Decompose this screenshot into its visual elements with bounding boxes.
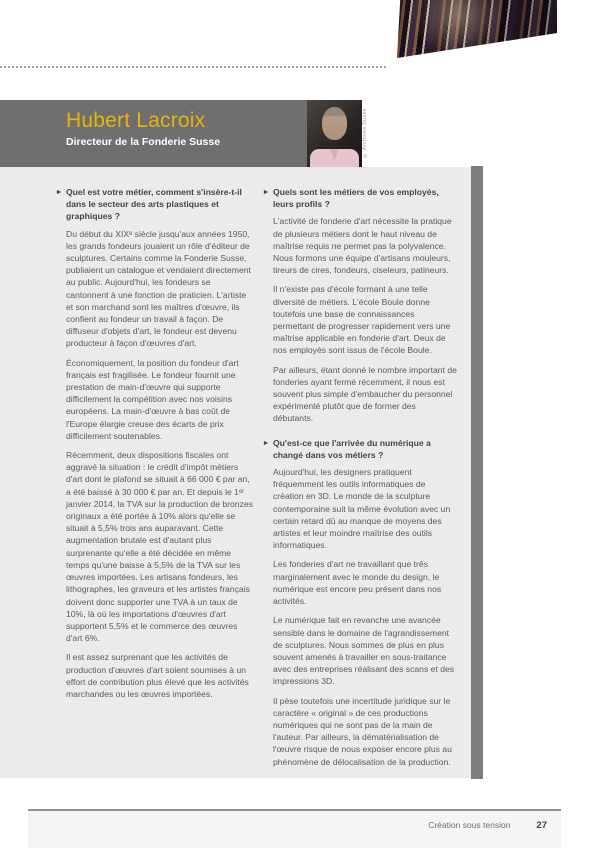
interview-question	[264, 186, 457, 210]
answer-paragraph: Il est assez surprenant que les activités de production d'œuvres d'art soient soumises à un effort de contribution plus élevé que les activités marchandes ou les œuvres importées.	[66, 652, 249, 699]
interviewee-name: Hubert Lacroix	[66, 109, 206, 132]
interview-question	[57, 186, 254, 223]
answer-paragraph: Il pèse toutefois une incertitude juridique sur le caractère « original » de ces productions numériques qui ne sont pas de la main de l'auteur. Par ailleurs, la dématérialisation de l'œuvre risque de nous exposer encore plus au phénomène de délocalisation de la production.	[273, 695, 452, 767]
answer-paragraph: Le numérique fait en revanche une avancée sensible dans le domaine de l'agrandissement de sculptures. Nous sommes de plus en plus souvent amenés à travailler en sous-traitance avec des entreprises réalisant des scans et des impressions 3D.	[273, 615, 455, 687]
interview-question	[264, 437, 457, 461]
answer-paragraph: Les fonderies d'art ne travaillant que très marginalement avec le monde du design, le numérique est encore peu présent dans nos activités.	[273, 559, 442, 607]
answer-paragraph: Économiquement, la position du fondeur d'art français est fragilisée. Le fondeur fournit une prestation de main-d'œuvre qui supporte difficilement la compétition avec nos voisins européens. La main-d'œuvre à bas coût de l'Europe élargie creuse des écarts de prix difficilement soutenables.	[66, 357, 239, 441]
interview-answer	[264, 215, 457, 424]
interview-answer	[57, 228, 254, 701]
question-text: Quel est votre métier, comment s'insère-t-il dans le secteur des arts plastiques et graphiques ?	[66, 187, 242, 222]
right-column	[264, 186, 457, 773]
answer-paragraph: Par ailleurs, étant donné le nombre important de fonderies ayant fermé récemment, il nous est souvent plus simple d'embaucher du personnel expérimenté plutôt que de former des débutants.	[273, 364, 457, 424]
brushes-photo	[397, 0, 557, 58]
left-column	[57, 186, 254, 705]
question-marker-icon: ▸	[264, 437, 268, 447]
footer	[28, 811, 561, 848]
portrait-face	[322, 107, 347, 140]
footer-page-number: 27	[536, 820, 547, 831]
answer-paragraph: Récemment, deux dispositions fiscales ont aggravé la situation : le crédit d'impôt métiers d'art dont le plafond se situait à 66 000 € par an, a été baissé à 30 000 € par an. Et depuis le 1ᵉʳ janvier 2014, la TVA sur la production de bronzes originaux a été portée à 10% alors qu'elle se situait à 5,5% trois ans auparavant. Cette augmentation brutale est d'autant plus surprenante qu'elle a été décidée en même temps qu'une baisse à 5,5% de la TVA sur les œuvres importées. Les artisans fondeurs, les lithographes, les graveurs et les artistes français doivent donc supporter une TVA à un taux de 10%, là où les importations d'œuvres d'art supportent 5,5% et le commerce des œuvres d'art 6%.	[66, 450, 253, 644]
qa-block	[57, 186, 254, 700]
question-text: Quels sont les métiers de vos employés, leurs profils ?	[273, 187, 439, 210]
answer-paragraph: Aujourd'hui, les designers pratiquent fréquemment les outils informatiques de création en 3D. Le monde de la sculpture contemporaine suit la même évolution avec un certain retard dû au manque de moyens des artistes et leur moindre maîtrise des outils informatiques.	[273, 467, 451, 551]
photo-credit: © Archives Susse	[362, 108, 368, 159]
footer-chapter-title: Création sous tension	[428, 820, 511, 830]
question-marker-icon: ▸	[264, 187, 268, 196]
interviewee-role: Directeur de la Fonderie Susse	[66, 136, 221, 148]
question-marker-icon: ▸	[57, 187, 61, 196]
interview-panel	[0, 167, 471, 778]
interview-answer	[264, 466, 457, 768]
qa-block	[264, 186, 457, 425]
interviewee-portrait-photo	[307, 100, 362, 167]
dotted-divider	[0, 66, 388, 68]
panel-edge-strip	[471, 166, 483, 779]
answer-paragraph: Du début du XIXᵉ siècle jusqu'aux années 1950, les grands fondeurs jouaient un rôle d'éditeur de sculptures. Certains comme la Fonderie Susse, publiaient un catalogue et vendaient directement au public. Aujourd'hui, les fondeurs se cantonnent à une fonction de praticien. L'artiste et son marchand sont les maîtres d'œuvre, ils confient au fondeur un travail à façon. De diffuseur d'objets d'art, le fondeur est devenu producteur à façon d'œuvres d'art.	[66, 228, 251, 349]
answer-paragraph: Il n'existe pas d'école formant à une telle diversité de métiers. L'école Boule donne toutefois une base de connaissances permettant de progresser rapidement vers une maîtrise applicable en fonderie d'art. Deux de nos employés sont issus de l'école Boule.	[273, 284, 451, 356]
interviewee-header	[0, 100, 307, 167]
question-text: Qu'est-ce que l'arrivée du numérique a changé dans vos métiers ?	[273, 437, 431, 460]
qa-block	[264, 437, 457, 768]
answer-paragraph: L'activité de fonderie d'art nécessite la pratique de plusieurs métiers dont le haut niveau de maîtrise requis ne permet pas la polyvalence. Nous formons une équipe d'artisans mouleurs, tireurs de cires, fondeurs, ciseleurs, patineurs.	[273, 216, 452, 276]
